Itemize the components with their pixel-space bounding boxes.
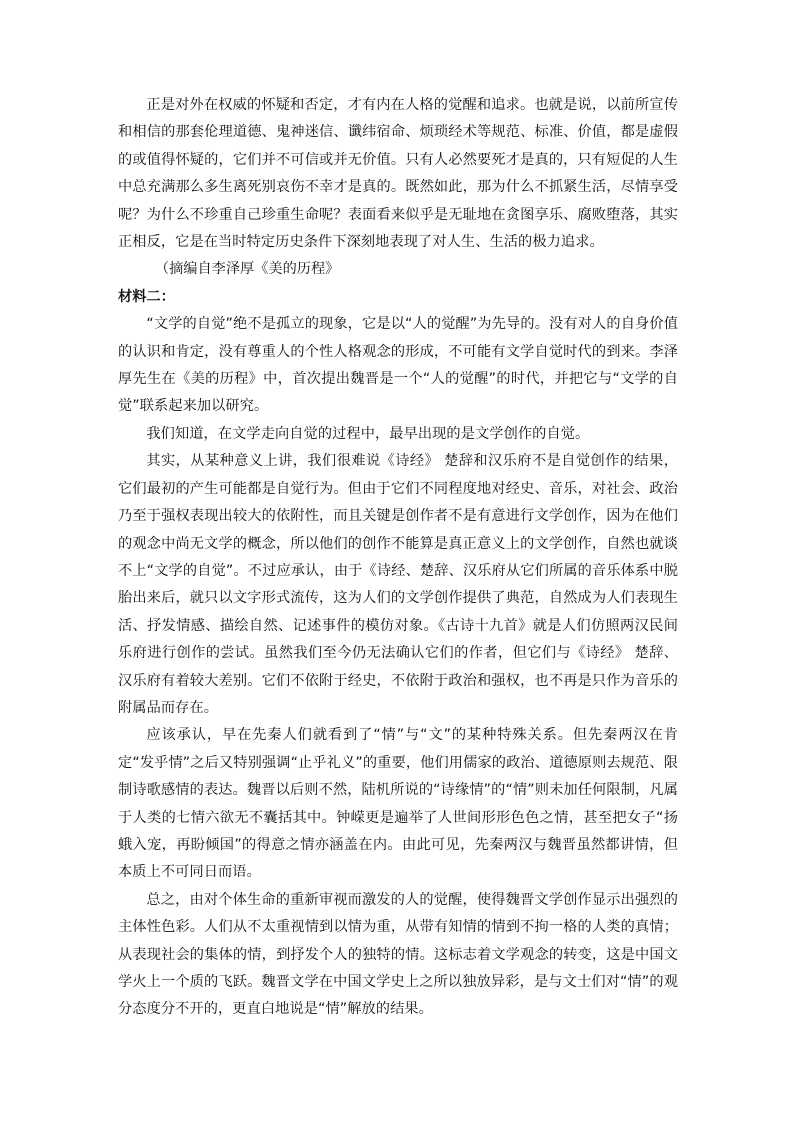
material-two-paragraph-2: 我们知道，在文学走向自觉的过程中，最早出现的是文学创作的自觉。 [146, 425, 590, 442]
material-two-paragraph-3: 其实，从某种意义上讲，我们很难说《诗经》 楚辞和汉乐府不是自觉创作的结果，它们最初的产生可能都是自觉行为。但由于它们不同程度地对经史、音乐，对社会、政治乃至于强权表现出较大的依附性，而且关键是创作者不是有意进行文学创作，因为在他们的观念中尚无文学的概念，所以他们的创作不能算是真正意义上的文学创作，自然也就谈不上“文学的自觉”。不过应承认，由于《诗经、楚辞、汉乐府从它们所属的音乐体系中脱胎出来后，就只以文字形式流传，这为人们的文学创作提供了典范，自然成为人们表现生活、抒发情感、描绘自然、记述事件的模仿对象。《古诗十九首》就是人们仿照两汉民间乐府进行创作的尝试。虽然我们至今仍无法确认它们的作者，但它们与《诗经》 楚辞、汉乐府有着较大差别。它们不依附于经史，不依附于政治和强权，也不再是只作为音乐的附属品而存在。 [118, 453, 678, 716]
document-page [118, 92, 678, 1024]
material-one-paragraph: 正是对外在权威的怀疑和否定，才有内在人格的觉醒和追求。也就是说，以前所宣传和相信的那套伦理道德、鬼神迷信、谶纬宿命、烦琐经术等规范、标准、价值，都是虚假的或值得怀疑的，它们并不可信或并无价值。只有人必然要死才是真的，只有短促的人生中总充满那么多生离死别哀伤不幸才是真的。既然如此，那为什么不抓紧生活，尽情享受呢？为什么不珍重自己珍重生命呢？表面看来似乎是无耻地在贪图享乐、腐败堕落，其实正相反，它是在当时特定历史条件下深刻地表现了对人生、生活的极力追求。 [118, 97, 678, 251]
material-two-paragraph-5: 总之，由对个体生命的重新审视而激发的人的觉醒，使得魏晋文学创作显示出强烈的主体性色彩。人们从不太重视情到以情为重，从带有知情的情到不拘一格的人类的真情；从表现社会的集体的情，到抒发个人的独特的情。这标志着文学观念的转变，这是中国文学火上一个质的飞跃。魏晋文学在中国文学史上之所以独放异彩，是与文士们对“情”的观分态度分不开的，更直白地说是“情”解放的结果。 [118, 891, 678, 1018]
material-two-paragraph-1: “文学的自觉”绝不是孤立的现象，它是以“人的觉醒”为先导的。没有对人的自身价值的认识和肯定，没有尊重人的个性人格观念的形成，不可能有文学自觉时代的到来。李泽厚先生在《美的历程》中，首次提出魏晋是一个“人的觉醒”的时代，并把它与“文学的自觉”联系起来加以研究。 [118, 316, 678, 415]
material-two-paragraph-4: 应该承认，早在先秦人们就看到了“情”与“文”的某种特殊关系。但先秦两汉在肯定“发乎情”之后又特别强调“止乎礼义”的重要，他们用儒家的政治、道德原则去规范、限制诗歌感情的表达。魏晋以后则不然，陆机所说的“诗缘情”的“情”则未加任何限制，凡属于人类的七情六欲无不囊括其中。钟嵘更是遍举了人世间形形色色之情，甚至把女子“扬蛾入宠，再盼倾国”的得意之情亦涵盖在内。由此可见，先秦两汉与魏晋虽然都讲情，但本质上不可同日而语。 [118, 727, 678, 881]
material-two-heading: 材料二： [118, 288, 175, 305]
material-one-source: （摘编自李泽厚《美的历程》 [154, 261, 340, 278]
